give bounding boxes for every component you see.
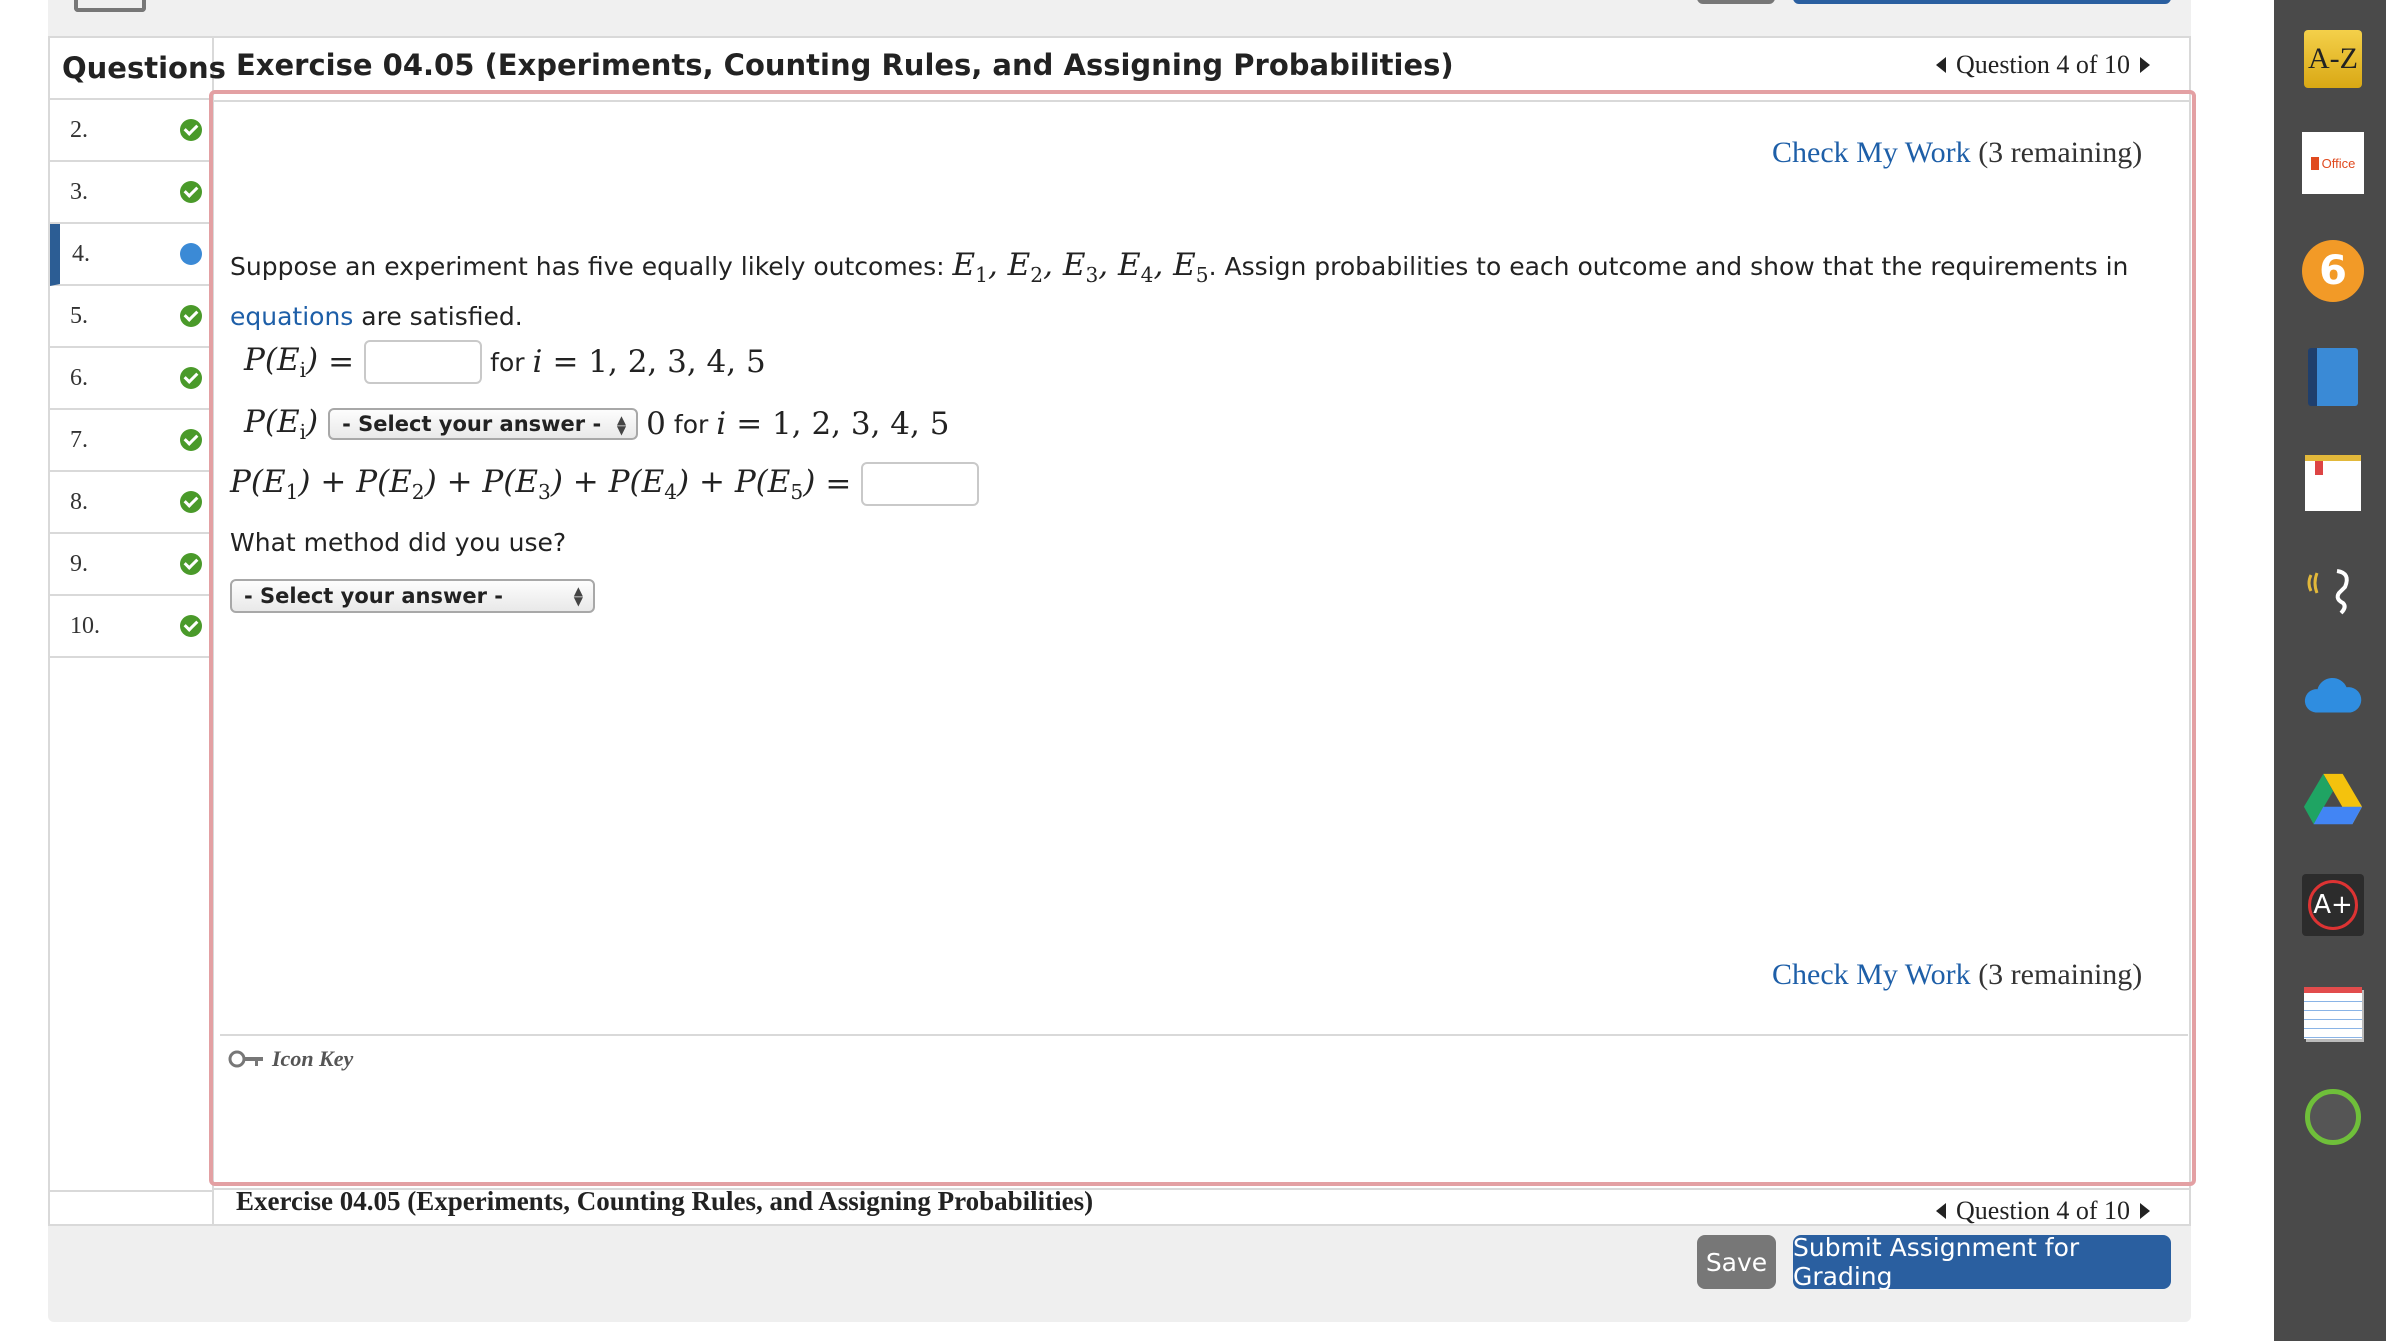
equation-2-rhs: 0	[646, 406, 666, 443]
key-icon	[228, 1049, 264, 1069]
sum-input[interactable]	[861, 462, 979, 506]
questions-column-divider	[50, 1190, 212, 1192]
equals-sign: =	[328, 344, 355, 380]
sidebar-item-question[interactable]	[50, 534, 212, 596]
index-card-shape	[2304, 987, 2362, 1039]
question-intro: Suppose an experiment has five equally likely outcomes:	[230, 252, 945, 281]
sum-expression: $P(E_1) + P(E_2) + P(E_3) + P(E_4) + P(E_5)$	[230, 463, 816, 505]
check-circle-icon	[180, 181, 202, 203]
top-submit-button[interactable]	[1793, 0, 2171, 4]
a-z-label: A-Z	[2304, 30, 2362, 88]
index-values: = 1, 2, 3, 4, 5	[736, 406, 950, 443]
check-circle-icon	[180, 119, 202, 141]
sidebar-item-question[interactable]	[50, 410, 212, 472]
cloud-icon[interactable]	[2302, 664, 2364, 726]
sidebar-item-question[interactable]	[50, 472, 212, 534]
for-label: for	[673, 409, 709, 439]
question-number: 2.	[70, 116, 88, 143]
question-nav-label: Question 4 of 10	[1956, 1196, 2131, 1225]
book-shape	[2308, 348, 2358, 406]
method-question: What method did you use?	[230, 528, 567, 557]
six-icon[interactable]	[2302, 240, 2364, 302]
question-number: 9.	[70, 550, 88, 577]
drive-icon[interactable]	[2302, 768, 2364, 830]
inequality-select-value: - Select your answer -	[342, 412, 602, 437]
sidebar-item-question[interactable]	[50, 286, 212, 348]
outcomes-math: $E_1$, $E_2$, $E_3$, $E_4$, $E_5$	[952, 247, 1209, 288]
question-number: 6.	[70, 364, 88, 391]
book-icon[interactable]	[2302, 346, 2364, 408]
sidebar-item-question[interactable]	[50, 162, 212, 224]
sidebar-item-question[interactable]	[50, 100, 212, 162]
check-circle-icon	[180, 615, 202, 637]
equals-sign: =	[825, 466, 852, 502]
check-my-work-link[interactable]: Check My Work	[1772, 958, 1971, 991]
question-number: 4.	[72, 240, 90, 267]
icon-key[interactable]	[228, 1046, 353, 1072]
equation-1-lhs: $P(E_i)$	[244, 341, 319, 383]
check-circle-icon	[180, 305, 202, 327]
question-number: 5.	[70, 302, 88, 329]
select-arrows-icon: ▲ ▼	[573, 584, 583, 608]
select-arrows-icon: ▲ ▼	[616, 413, 627, 438]
text-to-speech-icon[interactable]	[2302, 560, 2364, 622]
check-my-work-bottom	[1772, 958, 2142, 992]
six-label: 6	[2302, 240, 2364, 302]
equation-1	[244, 340, 766, 384]
for-label: for	[490, 347, 525, 377]
sidebar-item-question[interactable]	[50, 596, 212, 658]
check-circle-icon	[180, 491, 202, 513]
notepad-shape	[2305, 455, 2361, 511]
inequality-select[interactable]	[328, 408, 638, 440]
cloud-shape	[2302, 673, 2364, 717]
save-button[interactable]: Save	[1697, 1235, 1776, 1289]
method-select-value: - Select your answer -	[244, 584, 504, 608]
current-dot-icon	[180, 243, 202, 265]
a-plus-icon[interactable]	[2302, 874, 2364, 936]
next-question-icon[interactable]	[2140, 57, 2150, 73]
office-icon[interactable]	[2302, 132, 2364, 194]
previous-question-icon[interactable]	[1936, 1203, 1946, 1219]
previous-question-icon[interactable]	[1936, 57, 1946, 73]
equation-2-lhs: $P(E_i)$	[244, 404, 319, 445]
question-tail: are satisfied.	[361, 302, 523, 332]
probability-input[interactable]	[364, 340, 482, 384]
question-text	[230, 244, 2190, 338]
equation-2	[244, 404, 949, 444]
icon-key-label: Icon Key	[272, 1046, 354, 1071]
index-card-icon[interactable]	[2302, 982, 2364, 1044]
check-my-work-link[interactable]: Check My Work	[1772, 136, 1971, 169]
equation-3	[230, 462, 979, 506]
notepad-icon[interactable]	[2302, 452, 2364, 514]
check-circle-icon	[180, 553, 202, 575]
sidebar-item-question[interactable]	[50, 224, 212, 286]
office-label: Office	[2321, 155, 2356, 171]
avatar-icon[interactable]	[2302, 1086, 2364, 1148]
a-plus-tile	[2302, 874, 2364, 936]
questions-header: Questions	[50, 38, 212, 100]
a-z-icon[interactable]	[2302, 28, 2364, 90]
question-nav-label: Question 4 of 10	[1956, 50, 2131, 79]
exercise-title: Exercise 04.05 (Experiments, Counting Rules, and Assigning Probabilities)	[236, 48, 1454, 82]
footer-question-nav	[1936, 1196, 2150, 1226]
question-number: 7.	[70, 426, 88, 453]
equations-link[interactable]: equations	[230, 302, 354, 332]
a-plus-mark: A+	[2308, 880, 2358, 930]
method-select[interactable]	[230, 579, 595, 613]
speech-shape	[2303, 561, 2363, 621]
footer-exercise-title: Exercise 04.05 (Experiments, Counting Rules, and Assigning Probabilities)	[236, 1186, 1094, 1216]
drive-shape	[2302, 771, 2364, 827]
remaining-count: (3 remaining)	[1978, 958, 2143, 991]
office-logo	[2302, 132, 2364, 194]
check-circle-icon	[180, 429, 202, 451]
check-circle-icon	[180, 367, 202, 389]
check-my-work-top	[1772, 136, 2142, 170]
submit-assignment-button[interactable]: Submit Assignment for Grading	[1793, 1235, 2171, 1289]
icon-key-divider	[220, 1034, 2188, 1036]
index-var: i	[716, 406, 727, 443]
notepad-ribbon	[2315, 461, 2323, 475]
question-nav	[1936, 50, 2150, 80]
top-band	[48, 0, 2191, 36]
question-instructions: . Assign probabilities to each outcome and show that the requirements in	[1208, 252, 2129, 281]
top-save-button[interactable]	[1697, 0, 1775, 4]
sidebar-item-question[interactable]	[50, 348, 212, 410]
question-number: 10.	[70, 612, 100, 639]
avatar-ring	[2305, 1089, 2361, 1145]
keyboard-icon[interactable]	[74, 0, 146, 12]
remaining-count: (3 remaining)	[1978, 136, 2143, 169]
index-values: = 1, 2, 3, 4, 5	[552, 344, 766, 380]
index-var: i	[532, 344, 543, 380]
question-number: 3.	[70, 178, 88, 205]
question-number: 8.	[70, 488, 88, 515]
next-question-icon[interactable]	[2140, 1203, 2150, 1219]
